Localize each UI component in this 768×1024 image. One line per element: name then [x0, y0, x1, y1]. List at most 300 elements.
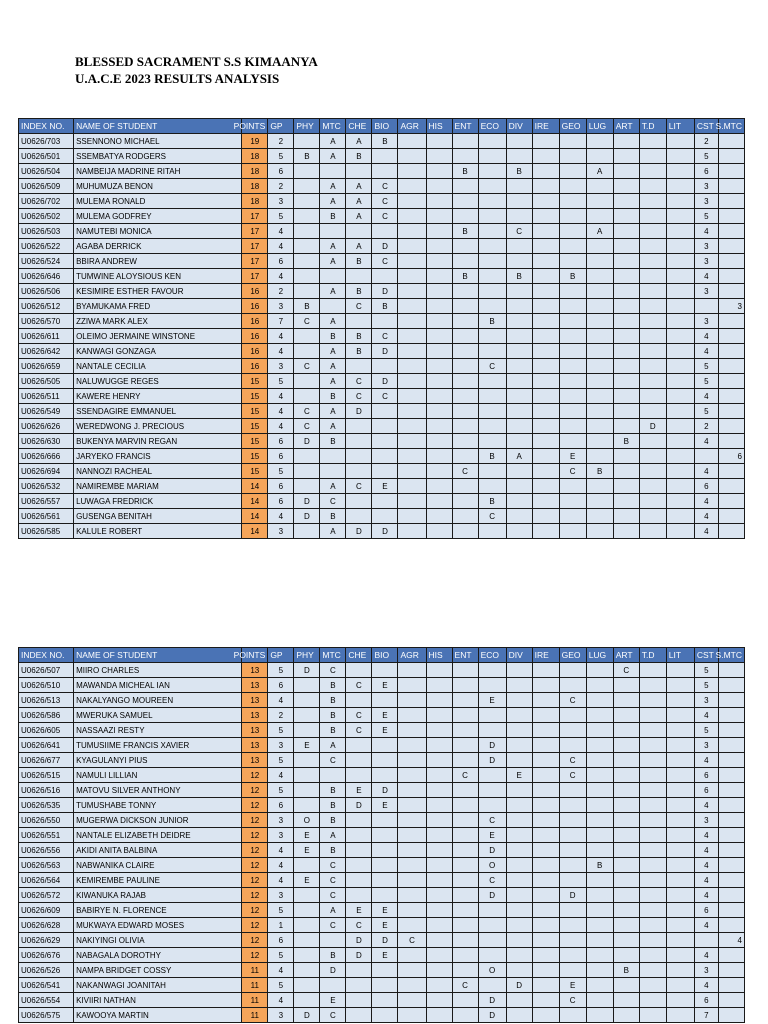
- art-cell: [613, 224, 639, 239]
- div-cell: [506, 344, 532, 359]
- index-no-cell: U0626/570: [19, 314, 74, 329]
- points-cell: 15: [242, 434, 268, 449]
- lit-cell: [666, 284, 694, 299]
- td-cell: [639, 344, 666, 359]
- eco-cell: [478, 933, 506, 948]
- his-cell: [426, 509, 452, 524]
- ent-cell: [452, 434, 478, 449]
- his-cell: [426, 299, 452, 314]
- points-cell: 12: [242, 783, 268, 798]
- ire-cell: [532, 843, 559, 858]
- points-cell: 16: [242, 344, 268, 359]
- bio-cell: [372, 419, 398, 434]
- student-name-cell: KIVIIRI NATHAN: [74, 993, 242, 1008]
- points-cell: 19: [242, 134, 268, 149]
- div-cell: [506, 149, 532, 164]
- td-cell: [639, 948, 666, 963]
- ire-cell: [532, 693, 559, 708]
- gp-cell: 5: [268, 903, 294, 918]
- geo-cell: [559, 434, 586, 449]
- agr-cell: [398, 738, 426, 753]
- ent-cell: [452, 389, 478, 404]
- geo-cell: [559, 149, 586, 164]
- ire-cell: [532, 179, 559, 194]
- td-cell: [639, 164, 666, 179]
- div-cell: [506, 494, 532, 509]
- table-row: [19, 828, 745, 843]
- table-row: [19, 693, 745, 708]
- art-cell: [613, 858, 639, 873]
- che-cell: A: [346, 134, 372, 149]
- column-header-che: CHE: [346, 648, 372, 663]
- eco-cell: C: [478, 813, 506, 828]
- column-header-agr: AGR: [398, 119, 426, 134]
- his-cell: [426, 374, 452, 389]
- phy-cell: [294, 753, 320, 768]
- eco-cell: [478, 329, 506, 344]
- ent-cell: [452, 284, 478, 299]
- ire-cell: [532, 344, 559, 359]
- cst-cell: 4: [694, 344, 718, 359]
- bio-cell: [372, 449, 398, 464]
- ire-cell: [532, 389, 559, 404]
- index-no-cell: U0626/504: [19, 164, 74, 179]
- cst-cell: 5: [694, 678, 718, 693]
- mtc-cell: C: [320, 873, 346, 888]
- his-cell: [426, 738, 452, 753]
- lit-cell: [666, 509, 694, 524]
- phy-cell: E: [294, 873, 320, 888]
- bio-cell: D: [372, 284, 398, 299]
- his-cell: [426, 663, 452, 678]
- his-cell: [426, 284, 452, 299]
- ire-cell: [532, 723, 559, 738]
- lug-cell: [586, 284, 613, 299]
- phy-cell: [294, 269, 320, 284]
- ire-cell: [532, 479, 559, 494]
- smtc-cell: [718, 873, 744, 888]
- index-no-cell: U0626/512: [19, 299, 74, 314]
- bio-cell: D: [372, 239, 398, 254]
- art-cell: [613, 783, 639, 798]
- smtc-cell: [718, 753, 744, 768]
- index-no-cell: U0626/554: [19, 993, 74, 1008]
- geo-cell: [559, 663, 586, 678]
- lit-cell: [666, 858, 694, 873]
- his-cell: [426, 494, 452, 509]
- student-name-cell: BUKENYA MARVIN REGAN: [74, 434, 242, 449]
- ent-cell: [452, 494, 478, 509]
- table-row: [19, 509, 745, 524]
- art-cell: [613, 254, 639, 269]
- column-header-points: POINTS: [242, 648, 268, 663]
- art-cell: [613, 344, 639, 359]
- smtc-cell: [718, 434, 744, 449]
- gp-cell: 5: [268, 149, 294, 164]
- div-cell: [506, 828, 532, 843]
- points-cell: 12: [242, 918, 268, 933]
- cst-cell: 5: [694, 663, 718, 678]
- geo-cell: [559, 843, 586, 858]
- bio-cell: E: [372, 798, 398, 813]
- lug-cell: [586, 753, 613, 768]
- td-cell: [639, 479, 666, 494]
- student-name-cell: NAMIREMBE MARIAM: [74, 479, 242, 494]
- ent-cell: [452, 209, 478, 224]
- td-cell: [639, 524, 666, 539]
- art-cell: [613, 209, 639, 224]
- smtc-cell: [718, 858, 744, 873]
- div-cell: [506, 873, 532, 888]
- ire-cell: [532, 374, 559, 389]
- student-name-cell: KALULE ROBERT: [74, 524, 242, 539]
- student-name-cell: MULEMA GODFREY: [74, 209, 242, 224]
- student-name-cell: GUSENGA BENITAH: [74, 509, 242, 524]
- art-cell: B: [613, 963, 639, 978]
- his-cell: [426, 449, 452, 464]
- smtc-cell: 6: [718, 449, 744, 464]
- bio-cell: [372, 314, 398, 329]
- lit-cell: [666, 768, 694, 783]
- student-name-cell: NALUWUGGE REGES: [74, 374, 242, 389]
- student-name-cell: KIWANUKA RAJAB: [74, 888, 242, 903]
- ire-cell: [532, 254, 559, 269]
- index-no-cell: U0626/585: [19, 524, 74, 539]
- points-cell: 12: [242, 948, 268, 963]
- td-cell: [639, 209, 666, 224]
- ent-cell: [452, 753, 478, 768]
- column-header-eco: ECO: [478, 648, 506, 663]
- gp-cell: 5: [268, 753, 294, 768]
- geo-cell: [559, 374, 586, 389]
- geo-cell: B: [559, 269, 586, 284]
- geo-cell: C: [559, 464, 586, 479]
- art-cell: [613, 464, 639, 479]
- mtc-cell: C: [320, 753, 346, 768]
- his-cell: [426, 404, 452, 419]
- index-no-cell: U0626/557: [19, 494, 74, 509]
- lug-cell: [586, 918, 613, 933]
- table-row: [19, 873, 745, 888]
- student-name-cell: NAMUTEBI MONICA: [74, 224, 242, 239]
- cst-cell: 4: [694, 224, 718, 239]
- table-row: [19, 708, 745, 723]
- geo-cell: E: [559, 978, 586, 993]
- ire-cell: [532, 509, 559, 524]
- student-name-cell: MUGERWA DICKSON JUNIOR: [74, 813, 242, 828]
- agr-cell: [398, 209, 426, 224]
- eco-cell: [478, 948, 506, 963]
- lug-cell: [586, 1008, 613, 1023]
- td-cell: [639, 663, 666, 678]
- mtc-cell: A: [320, 524, 346, 539]
- lit-cell: [666, 918, 694, 933]
- geo-cell: [559, 1008, 586, 1023]
- ent-cell: [452, 798, 478, 813]
- phy-cell: D: [294, 1008, 320, 1023]
- index-no-cell: U0626/561: [19, 509, 74, 524]
- smtc-cell: [718, 903, 744, 918]
- art-cell: [613, 269, 639, 284]
- lug-cell: [586, 948, 613, 963]
- ire-cell: [532, 464, 559, 479]
- bio-cell: C: [372, 194, 398, 209]
- agr-cell: [398, 858, 426, 873]
- che-cell: A: [346, 179, 372, 194]
- geo-cell: [559, 903, 586, 918]
- lit-cell: [666, 194, 694, 209]
- index-no-cell: U0626/642: [19, 344, 74, 359]
- che-cell: [346, 828, 372, 843]
- ent-cell: [452, 1008, 478, 1023]
- art-cell: [613, 903, 639, 918]
- art-cell: [613, 134, 639, 149]
- column-header-ent: ENT: [452, 119, 478, 134]
- table-row: [19, 269, 745, 284]
- gp-cell: 1: [268, 918, 294, 933]
- ent-cell: C: [452, 768, 478, 783]
- ire-cell: [532, 449, 559, 464]
- agr-cell: [398, 449, 426, 464]
- gp-cell: 5: [268, 464, 294, 479]
- lit-cell: [666, 269, 694, 284]
- lug-cell: A: [586, 224, 613, 239]
- cst-cell: 4: [694, 329, 718, 344]
- index-no-cell: U0626/526: [19, 963, 74, 978]
- lit-cell: [666, 359, 694, 374]
- bio-cell: E: [372, 918, 398, 933]
- eco-cell: [478, 374, 506, 389]
- cst-cell: 5: [694, 404, 718, 419]
- gp-cell: 4: [268, 873, 294, 888]
- td-cell: [639, 494, 666, 509]
- td-cell: [639, 149, 666, 164]
- ent-cell: [452, 179, 478, 194]
- cst-cell: 4: [694, 434, 718, 449]
- ire-cell: [532, 918, 559, 933]
- ent-cell: C: [452, 978, 478, 993]
- td-cell: [639, 873, 666, 888]
- phy-cell: D: [294, 663, 320, 678]
- td-cell: [639, 359, 666, 374]
- student-name-cell: NANTALE ELIZABETH DEIDRE: [74, 828, 242, 843]
- table-row: [19, 224, 745, 239]
- mtc-cell: A: [320, 374, 346, 389]
- table-row: [19, 299, 745, 314]
- mtc-cell: A: [320, 134, 346, 149]
- index-no-cell: U0626/510: [19, 678, 74, 693]
- cst-cell: [694, 299, 718, 314]
- lug-cell: [586, 978, 613, 993]
- index-no-cell: U0626/676: [19, 948, 74, 963]
- cst-cell: 5: [694, 359, 718, 374]
- td-cell: [639, 888, 666, 903]
- div-cell: [506, 314, 532, 329]
- agr-cell: [398, 179, 426, 194]
- div-cell: [506, 134, 532, 149]
- table-row: [19, 389, 745, 404]
- geo-cell: [559, 509, 586, 524]
- index-no-cell: U0626/694: [19, 464, 74, 479]
- points-cell: 12: [242, 768, 268, 783]
- his-cell: [426, 314, 452, 329]
- art-cell: [613, 828, 639, 843]
- che-cell: E: [346, 783, 372, 798]
- phy-cell: [294, 524, 320, 539]
- points-cell: 15: [242, 374, 268, 389]
- lit-cell: [666, 179, 694, 194]
- agr-cell: [398, 359, 426, 374]
- div-cell: [506, 678, 532, 693]
- points-cell: 16: [242, 299, 268, 314]
- phy-cell: [294, 329, 320, 344]
- mtc-cell: E: [320, 993, 346, 1008]
- div-cell: [506, 284, 532, 299]
- smtc-cell: [718, 164, 744, 179]
- student-name-cell: KYAGULANYI PIUS: [74, 753, 242, 768]
- ent-cell: [452, 479, 478, 494]
- cst-cell: 4: [694, 524, 718, 539]
- lug-cell: [586, 903, 613, 918]
- eco-cell: [478, 978, 506, 993]
- points-cell: 11: [242, 963, 268, 978]
- phy-cell: [294, 224, 320, 239]
- td-cell: [639, 404, 666, 419]
- phy-cell: B: [294, 149, 320, 164]
- geo-cell: E: [559, 449, 586, 464]
- lug-cell: [586, 708, 613, 723]
- phy-cell: C: [294, 314, 320, 329]
- student-name-cell: JARYEKO FRANCIS: [74, 449, 242, 464]
- points-cell: 13: [242, 738, 268, 753]
- ent-cell: [452, 708, 478, 723]
- art-cell: [613, 314, 639, 329]
- student-name-cell: NABAGALA DOROTHY: [74, 948, 242, 963]
- column-header-lit: LIT: [666, 648, 694, 663]
- his-cell: [426, 858, 452, 873]
- mtc-cell: B: [320, 693, 346, 708]
- smtc-cell: [718, 344, 744, 359]
- geo-cell: [559, 164, 586, 179]
- bio-cell: [372, 149, 398, 164]
- table-row: [19, 404, 745, 419]
- his-cell: [426, 693, 452, 708]
- cst-cell: 4: [694, 918, 718, 933]
- points-cell: 14: [242, 494, 268, 509]
- smtc-cell: [718, 828, 744, 843]
- his-cell: [426, 978, 452, 993]
- che-cell: [346, 738, 372, 753]
- column-header-td: T.D: [639, 648, 666, 663]
- index-no-cell: U0626/572: [19, 888, 74, 903]
- lug-cell: B: [586, 464, 613, 479]
- lit-cell: [666, 663, 694, 678]
- index-no-cell: U0626/629: [19, 933, 74, 948]
- smtc-cell: 4: [718, 933, 744, 948]
- cst-cell: 5: [694, 209, 718, 224]
- bio-cell: [372, 753, 398, 768]
- ent-cell: [452, 693, 478, 708]
- geo-cell: D: [559, 888, 586, 903]
- eco-cell: [478, 134, 506, 149]
- geo-cell: [559, 179, 586, 194]
- ire-cell: [532, 813, 559, 828]
- his-cell: [426, 239, 452, 254]
- mtc-cell: [320, 978, 346, 993]
- smtc-cell: [718, 269, 744, 284]
- td-cell: [639, 179, 666, 194]
- agr-cell: C: [398, 933, 426, 948]
- eco-cell: D: [478, 1008, 506, 1023]
- index-no-cell: U0626/506: [19, 284, 74, 299]
- eco-cell: [478, 678, 506, 693]
- eco-cell: [478, 663, 506, 678]
- phy-cell: C: [294, 404, 320, 419]
- agr-cell: [398, 888, 426, 903]
- phy-cell: D: [294, 494, 320, 509]
- smtc-cell: [718, 708, 744, 723]
- div-cell: [506, 963, 532, 978]
- table-row: [19, 1008, 745, 1023]
- bio-cell: [372, 978, 398, 993]
- his-cell: [426, 329, 452, 344]
- ire-cell: [532, 419, 559, 434]
- che-cell: [346, 224, 372, 239]
- eco-cell: D: [478, 738, 506, 753]
- art-cell: [613, 194, 639, 209]
- geo-cell: C: [559, 993, 586, 1008]
- ent-cell: [452, 194, 478, 209]
- smtc-cell: [718, 194, 744, 209]
- column-header-gp: GP: [268, 648, 294, 663]
- gp-cell: 5: [268, 374, 294, 389]
- div-cell: [506, 194, 532, 209]
- phy-cell: [294, 284, 320, 299]
- ire-cell: [532, 888, 559, 903]
- mtc-cell: [320, 933, 346, 948]
- eco-cell: B: [478, 494, 506, 509]
- lit-cell: [666, 149, 694, 164]
- lug-cell: B: [586, 858, 613, 873]
- lug-cell: [586, 344, 613, 359]
- cst-cell: 4: [694, 798, 718, 813]
- table-row: [19, 149, 745, 164]
- table-row: [19, 179, 745, 194]
- smtc-cell: [718, 149, 744, 164]
- geo-cell: [559, 948, 586, 963]
- smtc-cell: [718, 993, 744, 1008]
- phy-cell: [294, 693, 320, 708]
- ent-cell: [452, 149, 478, 164]
- points-cell: 14: [242, 479, 268, 494]
- mtc-cell: B: [320, 798, 346, 813]
- his-cell: [426, 888, 452, 903]
- td-cell: [639, 389, 666, 404]
- lug-cell: [586, 374, 613, 389]
- td-cell: [639, 738, 666, 753]
- table-row: [19, 978, 745, 993]
- lit-cell: [666, 993, 694, 1008]
- mtc-cell: B: [320, 708, 346, 723]
- geo-cell: [559, 329, 586, 344]
- ire-cell: [532, 134, 559, 149]
- eco-cell: D: [478, 843, 506, 858]
- div-cell: [506, 209, 532, 224]
- div-cell: [506, 419, 532, 434]
- lug-cell: [586, 209, 613, 224]
- points-cell: 11: [242, 993, 268, 1008]
- phy-cell: B: [294, 299, 320, 314]
